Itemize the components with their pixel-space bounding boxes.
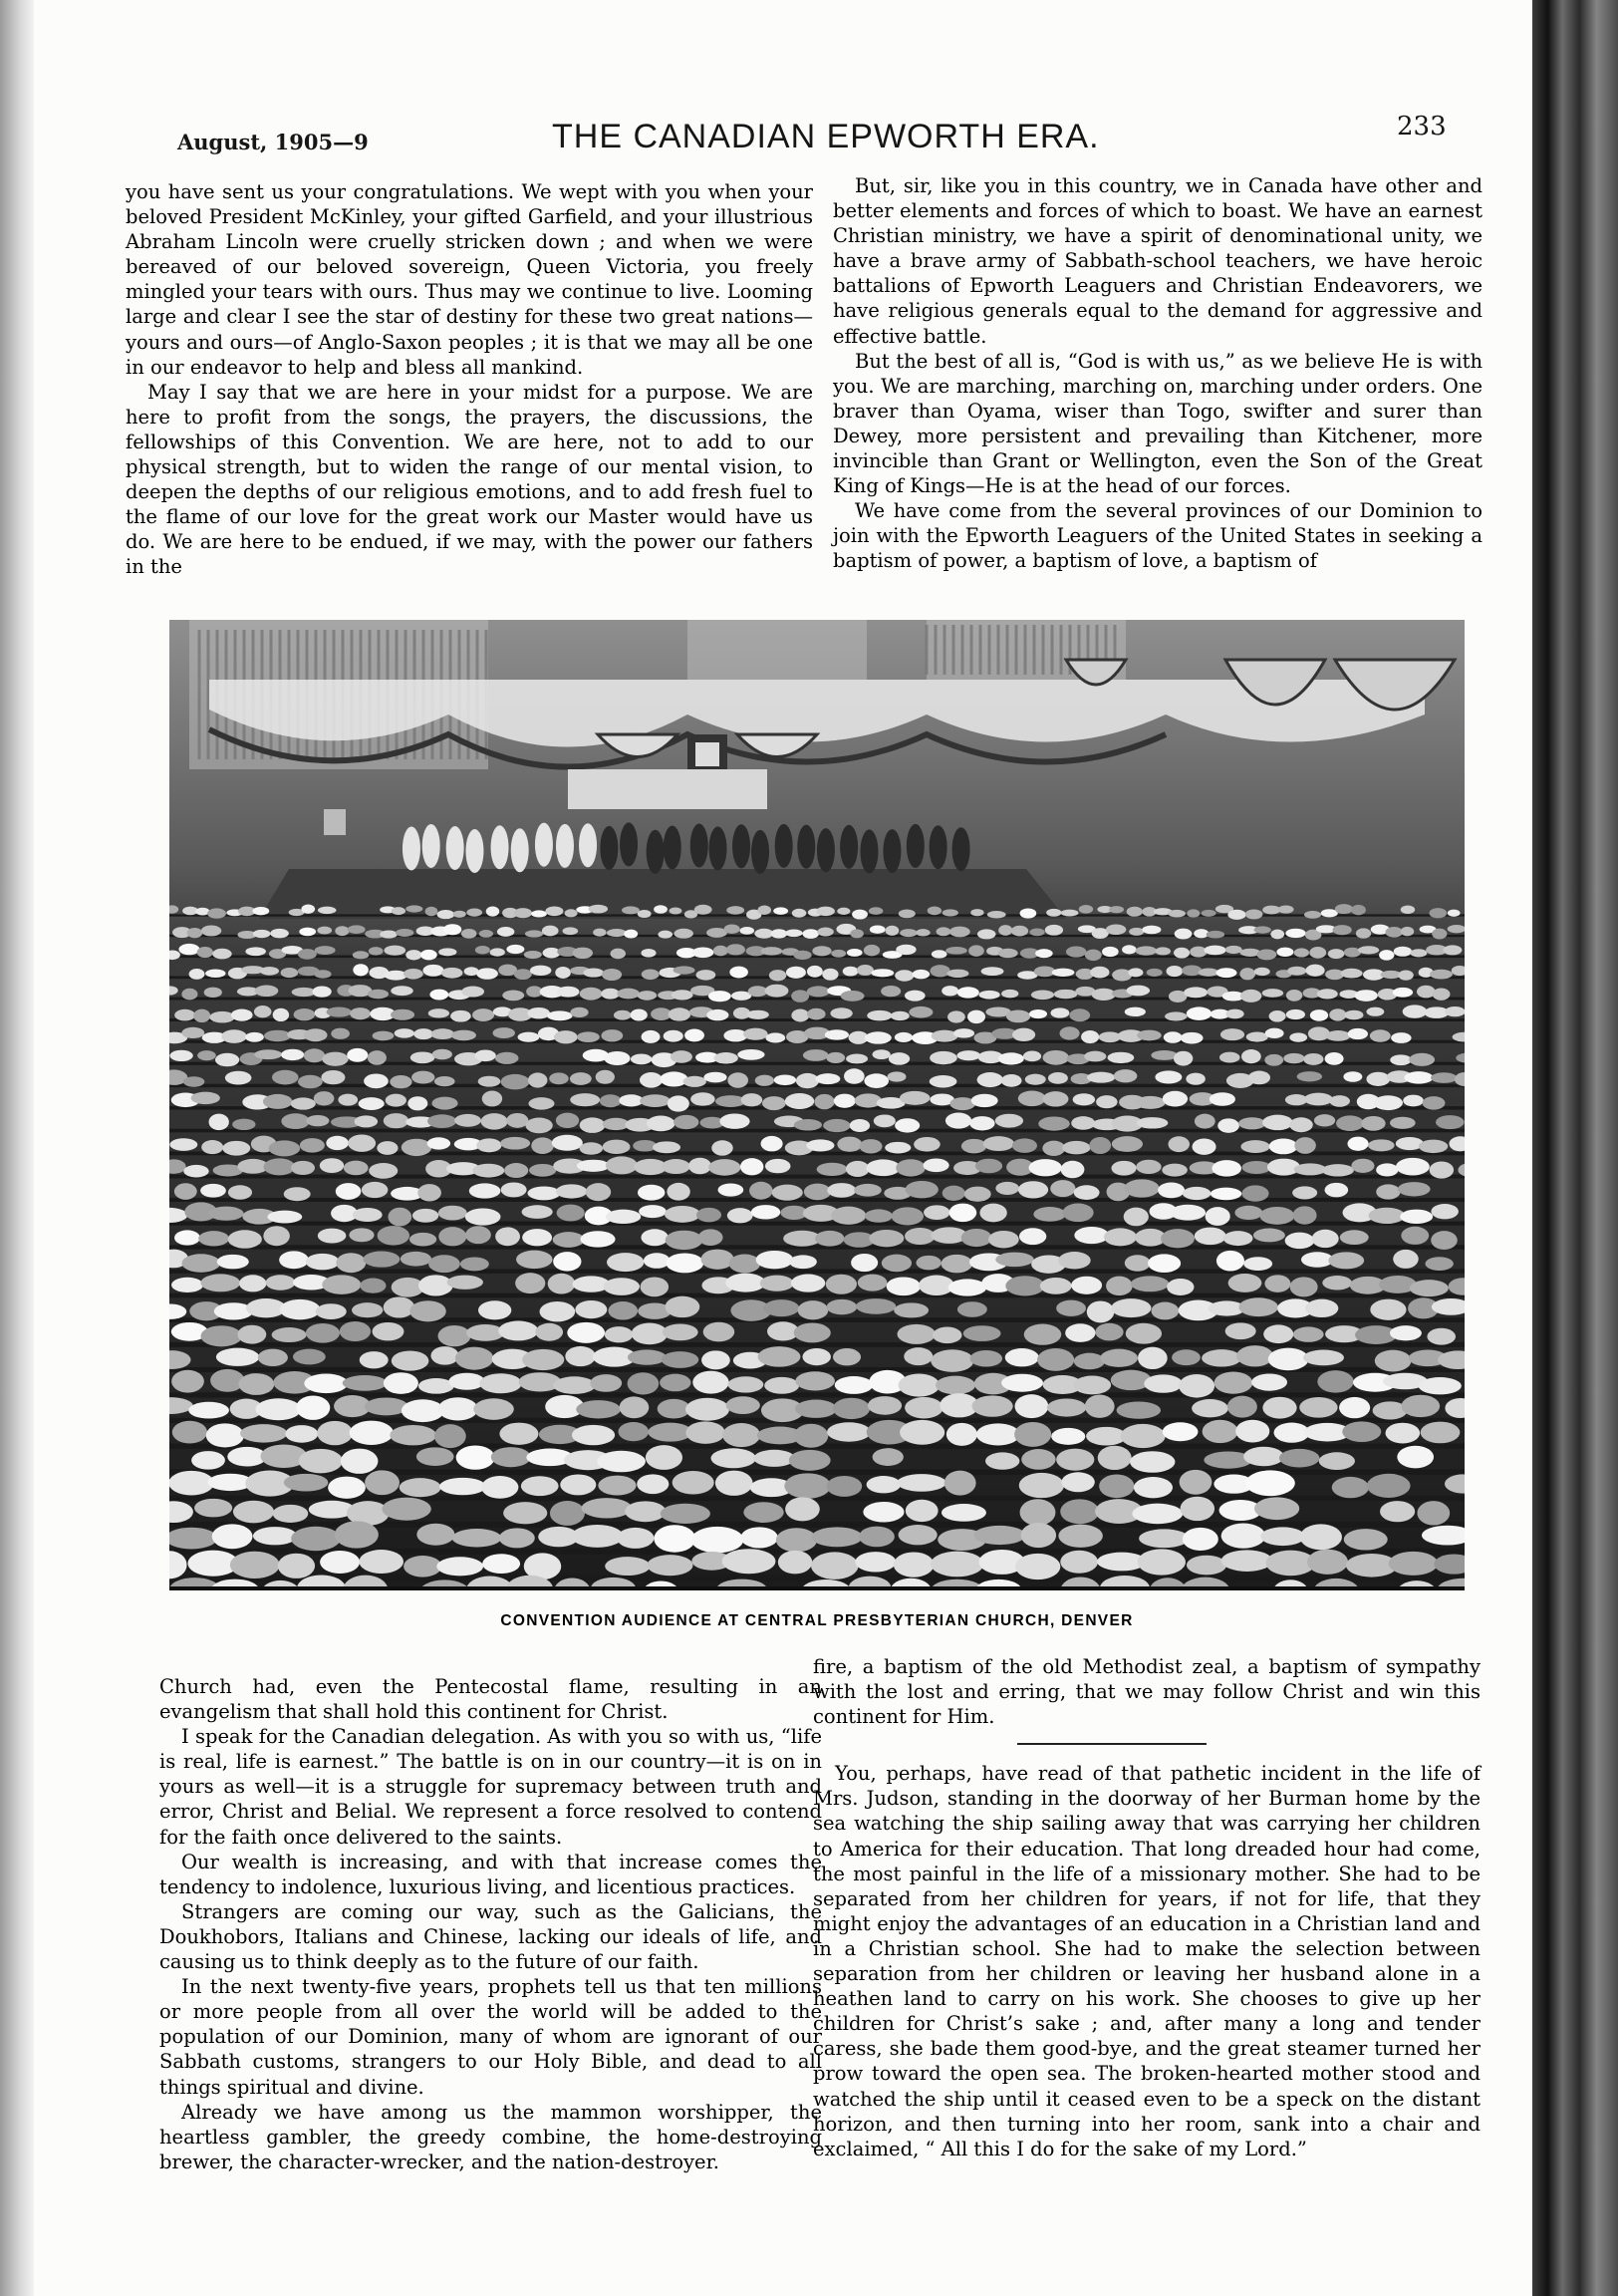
column-bottom-left [159, 1674, 822, 2174]
paragraph: you have sent us your congratulations. We wept with you when your beloved President McKinley, your gifted Garfield, and your illustrious Abraham Lincoln were cruelly stricken down ; and when we were bereaved of our beloved sovereign, Queen Victoria, you freely mingled your tears with ours. Thus may we continue to live. Looming large and clear I see the star of destiny for these two great nations—yours and ours—of Anglo-Saxon peoples ; it is that we may all be one in our endeavor to help and bless all mankind. [126, 180, 813, 379]
book-gutter [0, 0, 34, 2296]
paragraph: We have come from the several provinces of our Dominion to join with the Epworth Leaguers of the United States in seeking a baptism of power, a baptism of love, a baptism of [833, 499, 1483, 573]
paragraph: Strangers are coming our way, such as the Galicians, the Doukhobors, Italians and Chinese, lacking our ideals of life, and causing us to think deeply as to the future of our faith. [159, 1899, 822, 1974]
paragraph: Church had, even the Pentecostal flame, resulting in an evangelism that shall hold this continent for Christ. [159, 1675, 822, 1724]
book-cover-edge [1532, 0, 1618, 2296]
paragraph: You, perhaps, have read of that pathetic incident in the life of Mrs. Judson, standing in the doorway of her Burman home by the sea watching the ship sailing away that was carrying her children to America for their education. That long dreaded hour had come, the most painful in the life of a missionary mother. She had to be separated from her children for years, if not for life, that they might enjoy the advantages of an education in a Christian land and in a Christian school. She had to make the selection between separation from her children or leaving her husband alone in a heathen land to carry on his work. She chooses to give up her children for Christ’s sake ; and, after many a long and tender caress, she bade them good-bye, and the great steamer turned her prow toward the open sea. The broken-hearted mother stood and watched the ship until it ceased even to be a speck on the distant horizon, and then turning into her room, sank into a chair and exclaimed, “ All this I do for the sake of my Lord.” [813, 1762, 1481, 2160]
paragraph: fire, a baptism of the old Methodist zeal, a baptism of sympathy with the lost and erring, that we may follow Christ and win this continent for Him. [813, 1655, 1481, 1729]
convention-audience-photo [169, 620, 1465, 1590]
paragraph: But, sir, like you in this country, we in Canada have other and better elements and forces of which to boast. We have an earnest Christian ministry, we have a spirit of denominational unity, we have a brave army of Sabbath-school teachers, we have heroic battalions of Epworth Leaguers and Christian Endeavorers, we have religious generals equal to the demand for aggressive and effective battle. [833, 174, 1483, 348]
page-number: 233 [1397, 112, 1447, 142]
column-bottom-right [813, 1654, 1481, 2161]
paragraph: I speak for the Canadian delegation. As with you so with us, “life is real, life is earnest.” The battle is on in our country—it is on in yours as well—it is a struggle for supremacy between truth and error, Christ and Belial. We represent a force resolved to contend for the faith once delivered to the saints. [159, 1725, 822, 1849]
column-top-left [126, 179, 813, 580]
paragraph: In the next twenty-five years, prophets tell us that ten millions or more people from all over the world will be added to the population of our Dominion, many of whom are ignorant of our Sabbath customs, strangers to our Holy Bible, and dead to all things spiritual and divine. [159, 1975, 822, 2099]
paragraph: But the best of all is, “God is with us,” as we believe He is with you. We are marching, marching on, marching under orders. One braver than Oyama, wiser than Togo, swifter and surer than Dewey, more persistent and prevailing than Kitchener, more invincible than Grant or Wellington, even the Son of the Great King of Kings—He is at the head of our forces. [833, 349, 1483, 498]
section-divider [1017, 1743, 1207, 1745]
paragraph: May I say that we are here in your midst for a purpose. We are here to profit from the songs, the prayers, the discussions, the fellowships of this Convention. We are here, not to add to our physical strength, but to widen the range of our mental vision, to deepen the depths of our religious emotions, and to add fresh fuel to the flame of our love for the great work our Master would have us do. We are here to be endued, if we may, with the power our fathers in the [126, 380, 813, 579]
paragraph: Our wealth is increasing, and with that increase comes the tendency to indolence, luxurious living, and licentious practices. [159, 1850, 822, 1898]
running-title: THE CANADIAN EPWORTH ERA. [552, 118, 1100, 155]
paragraph: Already we have among us the mammon worshipper, the heartless gambler, the greedy combine, the home-destroying brewer, the character-wrecker, and the nation-destroyer. [159, 2100, 822, 2173]
column-top-right [833, 173, 1483, 574]
issue-date: August, 1905—9 [177, 130, 369, 154]
photo-caption: CONVENTION AUDIENCE AT CENTRAL PRESBYTERIAN CHURCH, DENVER [500, 1612, 1134, 1629]
